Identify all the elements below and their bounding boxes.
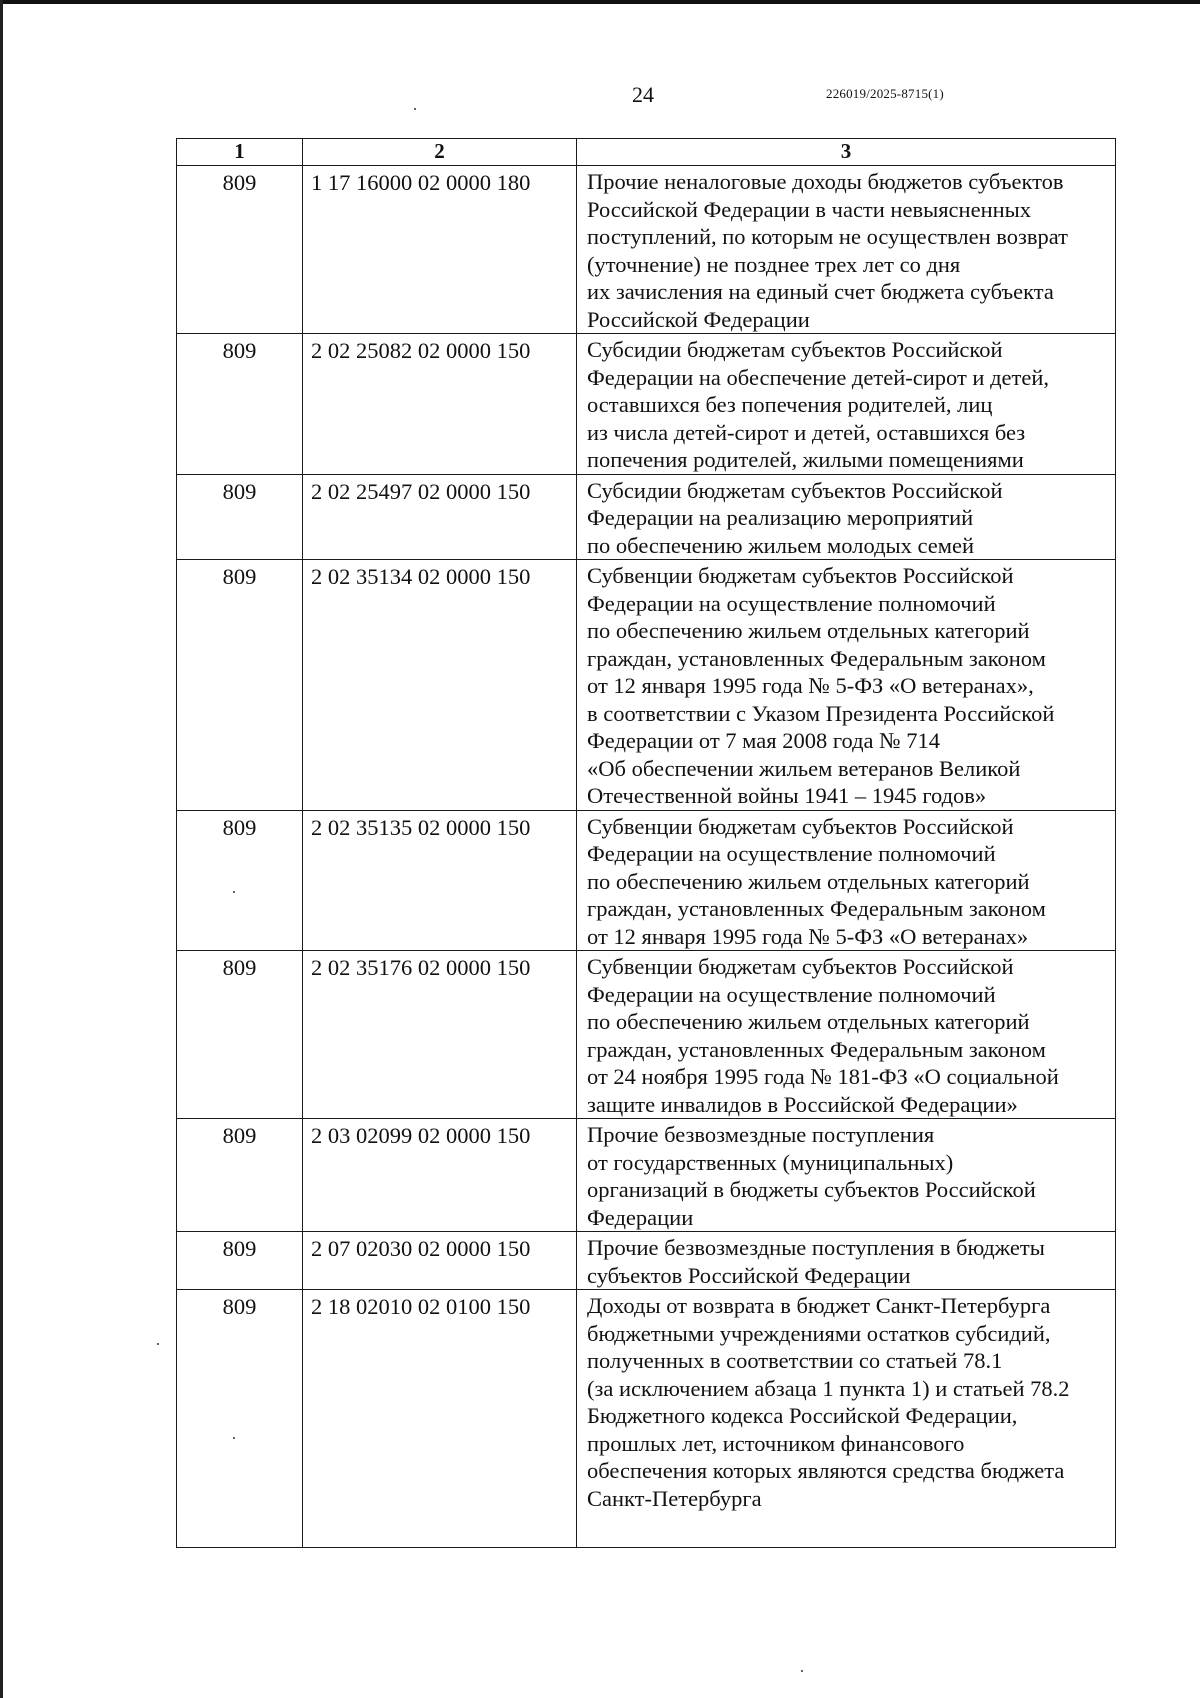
scan-speck [801, 1670, 803, 1672]
admin-code-cell: 809 [177, 1290, 303, 1548]
description-cell [577, 166, 1116, 334]
description-line: (уточнение) не позднее трех лет со дня [587, 251, 961, 277]
description-line: Субвенции бюджетам субъектов Российской [587, 813, 1014, 839]
table-row [177, 1290, 1116, 1548]
description-line: из числа детей-сирот и детей, оставшихся без [587, 419, 1026, 445]
description-line: обеспечения которых являются средства бюджета [587, 1458, 1065, 1483]
scan-edge-left [0, 0, 3, 1698]
description-line: Федерации на осуществление полномочий [587, 841, 996, 866]
table-row [177, 1232, 1116, 1290]
table-row [177, 474, 1116, 560]
column-header-3: 3 [577, 139, 1116, 166]
description-line: Российской Федерации [587, 306, 810, 332]
description-line: по обеспечению жильем молодых семей [587, 532, 975, 558]
table-row [177, 560, 1116, 811]
description-line: от 12 января 1995 года № 5-ФЗ «О ветеранах», [587, 673, 1034, 698]
description-line: поступлений, по которым не осуществлен возврат [587, 224, 1068, 249]
scan-speck [414, 108, 416, 110]
description-cell [577, 810, 1116, 951]
kbk-code-cell: 2 02 35134 02 0000 150 [303, 560, 577, 811]
description-line: Федерации на реализацию мероприятий [587, 505, 974, 530]
kbk-code-cell: 2 02 25497 02 0000 150 [303, 474, 577, 560]
description-line: граждан, установленных Федеральным законом [587, 645, 1046, 671]
kbk-code-cell: 1 17 16000 02 0000 180 [303, 166, 577, 334]
admin-code-cell: 809 [177, 166, 303, 334]
description-line: (за исключением абзаца 1 пункта 1) и статьей 78.2 [587, 1375, 1070, 1401]
kbk-code-cell: 2 02 25082 02 0000 150 [303, 334, 577, 475]
description-line: Федерации на обеспечение детей-сирот и детей, [587, 364, 1049, 390]
description-line: полученных в соответствии со статьей 78.1 [587, 1348, 1003, 1373]
description-line: Бюджетного кодекса Российской Федерации, [587, 1403, 1018, 1428]
kbk-code-cell: 2 18 02010 02 0100 150 [303, 1290, 577, 1548]
admin-code-cell: 809 [177, 334, 303, 475]
description-line: Прочие неналоговые доходы бюджетов субъектов [587, 169, 1064, 194]
kbk-code-cell: 2 03 02099 02 0000 150 [303, 1119, 577, 1232]
admin-code-cell: 809 [177, 1119, 303, 1232]
description-line: Федерации на осуществление полномочий [587, 981, 996, 1007]
description-line: субъектов Российской Федерации [587, 1262, 911, 1288]
scan-speck [157, 1343, 159, 1345]
description-line: бюджетными учреждениями остатков субсидий, [587, 1320, 1051, 1346]
description-line: Прочие безвозмездные поступления [587, 1122, 935, 1147]
description-line: их зачисления на единый счет бюджета субъекта [587, 279, 1054, 304]
description-line: защите инвалидов в Российской Федерации» [587, 1091, 1018, 1117]
description-line: по обеспечению жильем отдельных категорий [587, 1009, 1030, 1034]
description-line: прошлых лет, источником финансового [587, 1430, 965, 1456]
table-row [177, 1119, 1116, 1232]
admin-code-cell: 809 [177, 951, 303, 1119]
description-cell [577, 1119, 1116, 1232]
description-line: Федерации [587, 1204, 694, 1230]
description-line: Отечественной войны 1941 – 1945 годов» [587, 783, 987, 808]
description-line: Санкт-Петербурга [587, 1485, 762, 1511]
description-line: Субвенции бюджетам субъектов Российской [587, 563, 1014, 588]
description-line: от 12 января 1995 года № 5-ФЗ «О ветеранах» [587, 923, 1029, 949]
admin-code-cell: 809 [177, 810, 303, 951]
admin-code-cell: 809 [177, 1232, 303, 1290]
description-cell [577, 560, 1116, 811]
description-cell [577, 1290, 1116, 1548]
kbk-code-cell: 2 02 35176 02 0000 150 [303, 951, 577, 1119]
admin-code-cell: 809 [177, 474, 303, 560]
description-cell [577, 1232, 1116, 1290]
table-row [177, 166, 1116, 334]
description-line: по обеспечению жильем отдельных категорий [587, 618, 1030, 643]
description-line: по обеспечению жильем отдельных категорий [587, 868, 1030, 894]
column-header-2: 2 [303, 139, 577, 166]
description-line: Российской Федерации в части невыясненных [587, 196, 1032, 222]
table-header-row [177, 139, 1116, 166]
description-line: Субсидии бюджетам субъектов Российской [587, 337, 1003, 362]
page-number: 24 [632, 82, 654, 107]
revenue-codes-table [176, 138, 1116, 1548]
description-line: граждан, установленных Федеральным законом [587, 1036, 1046, 1062]
description-line: от 24 ноября 1995 года № 181-ФЗ «О социальной [587, 1064, 1059, 1089]
description-line: Прочие безвозмездные поступления в бюджеты [587, 1235, 1045, 1260]
kbk-code-cell: 2 02 35135 02 0000 150 [303, 810, 577, 951]
description-line: от государственных (муниципальных) [587, 1149, 954, 1175]
description-cell [577, 951, 1116, 1119]
table-row [177, 334, 1116, 475]
scan-speck [233, 891, 235, 893]
column-header-1: 1 [177, 139, 303, 166]
description-line: Федерации от 7 мая 2008 года № 714 [587, 728, 941, 753]
scan-edge-top [0, 0, 1200, 4]
table-row [177, 951, 1116, 1119]
description-line: Доходы от возврата в бюджет Санкт-Петербурга [587, 1293, 1051, 1318]
description-line: «Об обеспечении жильем ветеранов Великой [587, 755, 1021, 781]
description-line: Субвенции бюджетам субъектов Российской [587, 954, 1014, 979]
description-line: оставшихся без попечения родителей, лиц [587, 392, 993, 417]
admin-code-cell: 809 [177, 560, 303, 811]
description-line: граждан, установленных Федеральным законом [587, 896, 1046, 921]
description-cell [577, 474, 1116, 560]
description-cell [577, 334, 1116, 475]
description-line: попечения родителей, жилыми помещениями [587, 447, 1024, 472]
description-line: Субсидии бюджетам субъектов Российской [587, 477, 1003, 503]
description-line: в соответствии с Указом Президента Российской [587, 700, 1055, 726]
document-number: 226019/2025-8715(1) [826, 86, 944, 101]
kbk-code-cell: 2 07 02030 02 0000 150 [303, 1232, 577, 1290]
scan-speck [233, 1437, 235, 1439]
table-row [177, 810, 1116, 951]
description-line: Федерации на осуществление полномочий [587, 590, 996, 616]
description-line: организаций в бюджеты субъектов Российской [587, 1177, 1036, 1202]
